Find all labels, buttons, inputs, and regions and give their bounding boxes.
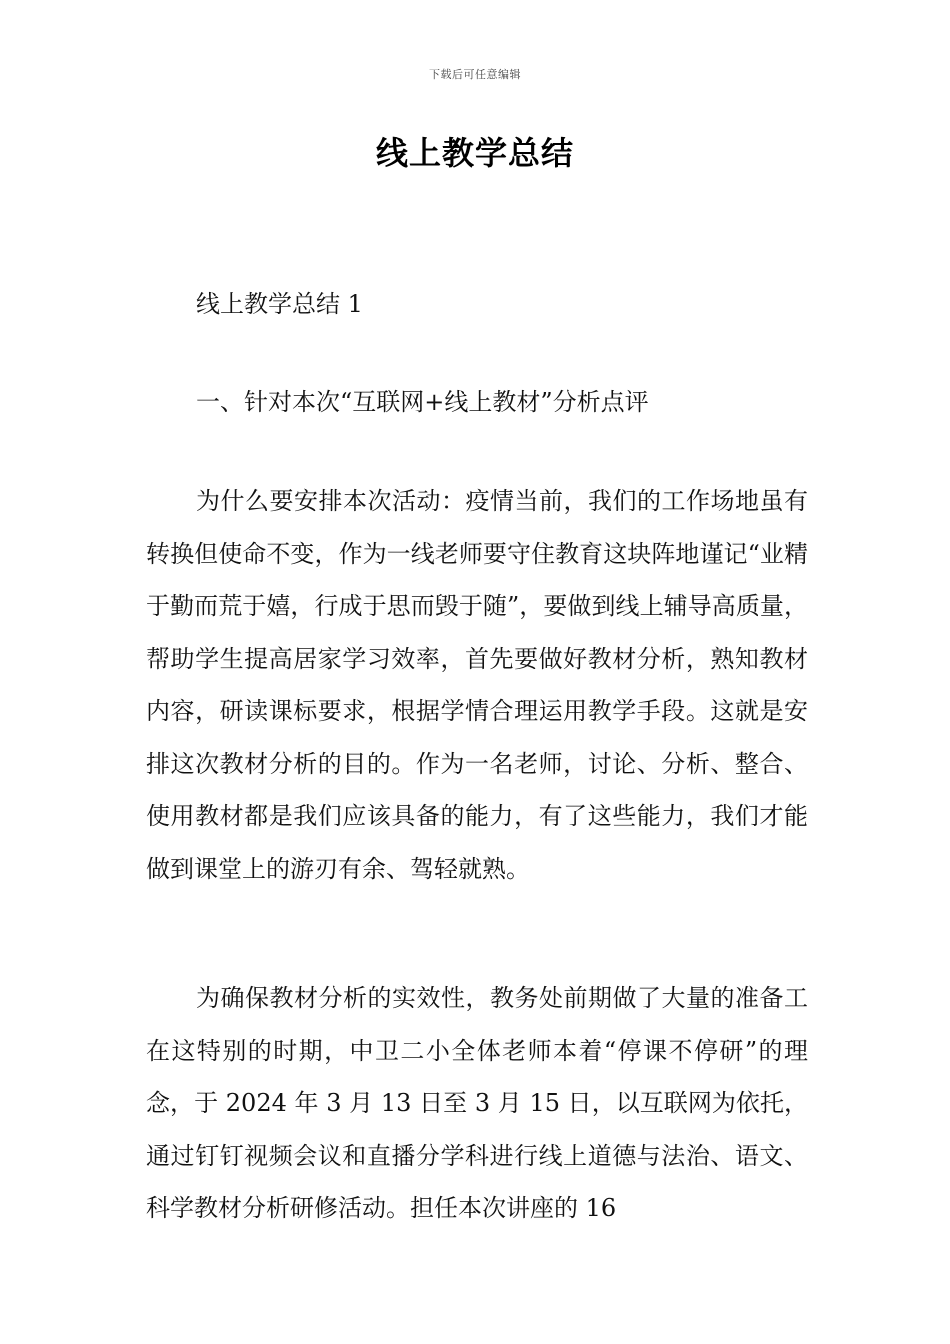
section-title: 线上教学总结 1 — [196, 290, 363, 318]
section-heading: 一、针对本次“互联网+线上教材”分析点评 — [196, 388, 649, 416]
header-note: 下载后可任意编辑 — [429, 68, 521, 81]
body-paragraph: 为什么要安排本次活动：疫情当前，我们的工作场地虽有转换但使命不变，作为一线老师要守住教育这块阵地谨记“业精于勤而荒于嬉，行成于思而毁于随”，要做到线上辅导高质量，帮助学生提高居家学习效率，首先要做好教材分析，熟知教材内容，研读课标要求，根据学情合理运用教学手段。这就是安排这次教材分析的目的。作为一名老师，讨论、分析、整合、使用教材都是我们应该具备的能力，有了这些能力，我们才能做到课堂上的游刃有余、驾轻就熟。 — [146, 487, 808, 883]
body-paragraph: 为确保教材分析的实效性，教务处前期做了大量的准备工在这特别的时期，中卫二小全体老师本着“停课不停研”的理念，于 2024 年 3 月 13 日至 3 月 15 日，以互联网为依托，通过钉钉视频会议和直播分学科进行线上道德与法治、语文、科学教材分析研修活动。担任本次讲座的 16 — [146, 984, 808, 1222]
document-title: 线上教学总结 — [375, 134, 574, 172]
